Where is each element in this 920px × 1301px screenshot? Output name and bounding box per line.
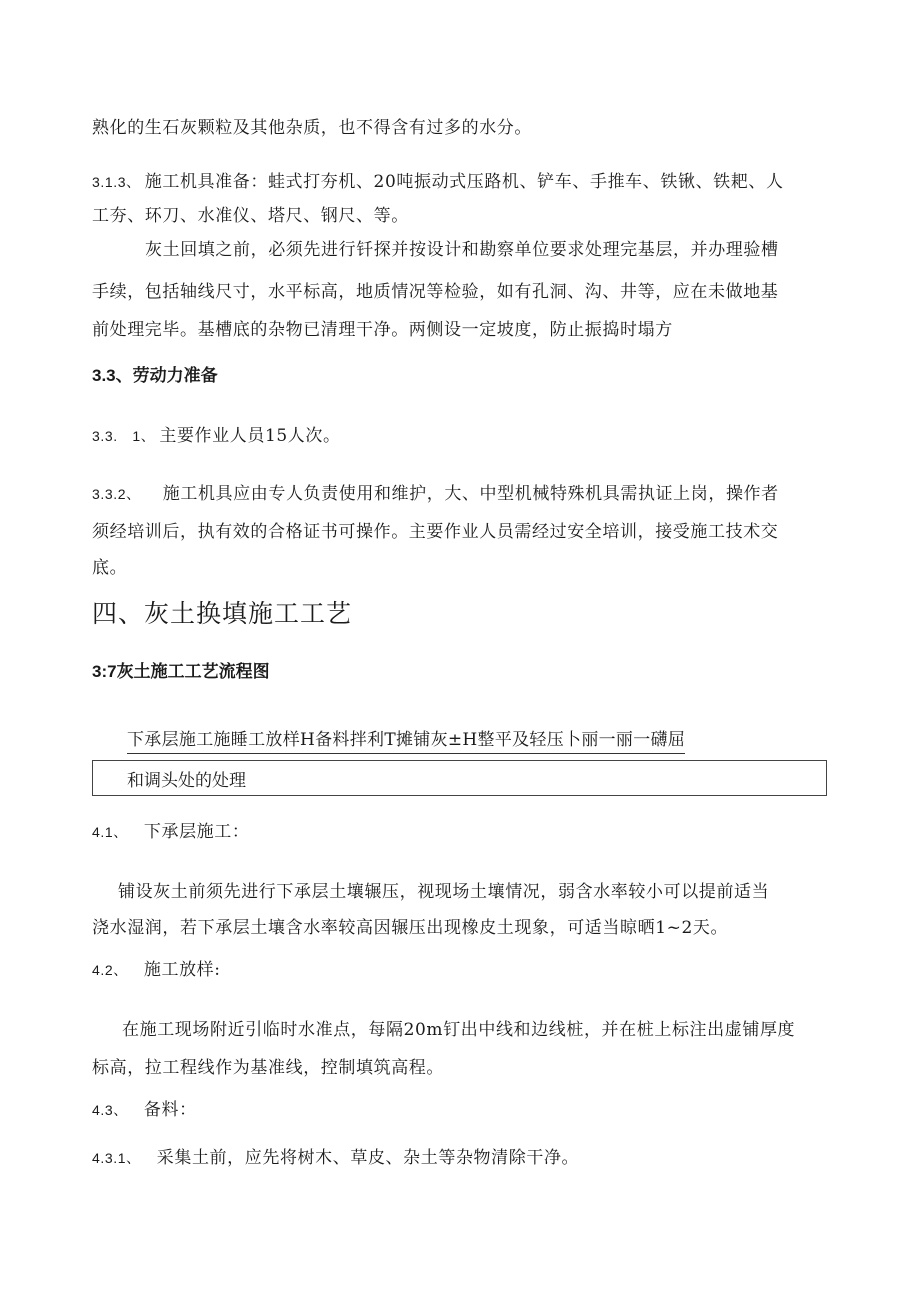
paragraph-line: 熟化的生石灰颗粒及其他杂质，也不得含有过多的水分。: [92, 118, 532, 138]
section-number: 4.3.1、: [92, 1150, 141, 1166]
paragraph-line: 手续，包括轴线尺寸，水平标高，地质情况等检验，如有孔洞、沟、井等，应在未做地基: [92, 282, 779, 302]
section-4-3: [92, 1098, 197, 1122]
paragraph-line: 工夯、环刀、水准仪、塔尺、钢尺、等。: [92, 206, 409, 226]
paragraph-line: 前处理完毕。基槽底的杂物已清理干净。两侧设一定坡度，防止振捣时塌方: [92, 320, 673, 340]
section-3-1-3: [92, 170, 784, 194]
section-3-3-1: [92, 424, 341, 448]
section-number: 4.1、: [92, 824, 128, 840]
section-4-2: [92, 958, 221, 982]
chapter-heading: 四、灰土换填施工工艺: [92, 599, 353, 628]
flowchart-box: [92, 760, 827, 796]
section-text: 施工机具准备：蛙式打夯机、20吨振动式压路机、铲车、手推车、铁锹、铁耙、人: [144, 172, 784, 192]
section-4-1: [92, 820, 249, 844]
section-text: 采集土前，应先将树木、草皮、杂土等杂物清除干净。: [156, 1148, 580, 1168]
section-text: 施工机具应由专人负责使用和维护，大、中型机械特殊机具需执证上岗，操作者: [162, 484, 779, 504]
paragraph-line: 须经培训后，执有效的合格证书可操作。主要作业人员需经过安全培训，接受施工技术交: [92, 522, 779, 542]
section-number: 4.2、: [92, 962, 128, 978]
section-number: 3.3.2、: [92, 486, 141, 502]
paragraph-line: 底。: [92, 558, 128, 578]
paragraph-line: 在施工现场附近引临时水准点，每隔20m钉出中线和边线桩，并在桩上标注出虚铺厚度: [122, 1020, 796, 1040]
paragraph-line: 灰土回填之前，必须先进行钎探并按设计和勘察单位要求处理完基层，并办理验槽: [145, 240, 779, 260]
section-text: 下承层施工：: [143, 822, 250, 842]
heading-3-7: 3:7灰土施工工艺流程图: [92, 662, 270, 681]
section-4-3-1: [92, 1146, 579, 1170]
section-number: 3.1.3、: [92, 174, 141, 190]
section-number: 3.3. 1、: [92, 428, 156, 444]
flowchart-top-row: 下承层施工施睡工放样H备料拌利T摊铺灰±H整平及轻压卜丽一丽一礴屈: [127, 728, 685, 754]
flowchart-box-text: 和调头处的处理: [127, 771, 246, 791]
paragraph-line: 浇水湿润，若下承层土壤含水率较高因辗压出现橡皮土现象，可适当晾晒1~2天。: [92, 918, 729, 938]
heading-3-3: 3.3、劳动力准备: [92, 366, 218, 385]
section-text: 施工放样:: [143, 960, 221, 980]
section-text: 主要作业人员15人次。: [159, 426, 341, 446]
section-3-3-2: [92, 482, 779, 506]
section-text: 备料：: [143, 1100, 197, 1120]
paragraph-line: 铺设灰土前须先进行下承层土壤辗压，视现场土壤情况，弱含水率较小可以提前适当: [118, 882, 770, 902]
section-number: 4.3、: [92, 1102, 128, 1118]
paragraph-line: 标高，拉工程线作为基准线，控制填筑高程。: [92, 1058, 444, 1078]
